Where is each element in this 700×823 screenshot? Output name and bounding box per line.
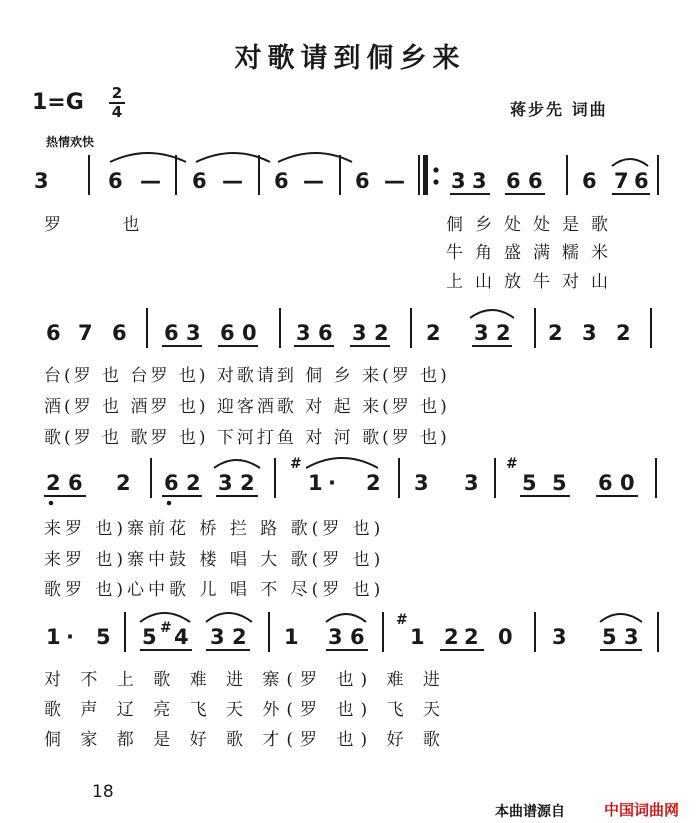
svg-text:2: 2: [616, 321, 631, 345]
system-1-notes: [34, 155, 659, 195]
lyric-s4-v1: 对 不 上 歌 难 进 寨(罗 也) 难 进: [44, 670, 447, 690]
tempo-marking: 热情欢快: [46, 135, 95, 149]
svg-text:0: 0: [242, 321, 257, 345]
svg-text:1: 1: [308, 471, 323, 495]
svg-text:3: 3: [451, 169, 466, 193]
svg-text:1: 1: [46, 625, 61, 649]
time-numerator: 2: [111, 84, 123, 102]
svg-text:6: 6: [112, 321, 127, 345]
svg-text:5: 5: [552, 471, 567, 495]
svg-text:—: —: [303, 169, 324, 193]
svg-text:3: 3: [352, 321, 367, 345]
lyric-s3-v1: 来罗 也)寨前花 桥 拦 路 歌(罗 也): [44, 519, 385, 539]
svg-text:6: 6: [108, 169, 123, 193]
source-site-link[interactable]: 中国词曲网: [604, 801, 680, 819]
svg-text:6: 6: [164, 471, 179, 495]
system-3-marks: [44, 458, 638, 496]
svg-text:3: 3: [552, 625, 567, 649]
svg-text:3: 3: [296, 321, 311, 345]
song-title: 对歌请到侗乡来: [234, 43, 466, 74]
svg-text:3: 3: [34, 169, 49, 193]
svg-text:#: #: [396, 612, 408, 628]
system-4-notes: [46, 612, 659, 652]
svg-text:0: 0: [498, 625, 513, 649]
svg-text:6: 6: [506, 169, 521, 193]
svg-text:6: 6: [634, 169, 649, 193]
svg-text:6: 6: [598, 471, 613, 495]
system-1-marks: [110, 153, 650, 194]
svg-text:2: 2: [186, 471, 201, 495]
svg-text:6: 6: [318, 321, 333, 345]
svg-text:6: 6: [582, 169, 597, 193]
svg-text:4: 4: [174, 625, 189, 649]
svg-text:—: —: [384, 169, 405, 193]
svg-text:2: 2: [116, 471, 131, 495]
system-2-marks: [162, 310, 514, 346]
svg-text:7: 7: [614, 169, 629, 193]
lyric-s1-v1: 侗乡处处是歌: [446, 215, 620, 235]
svg-text:3: 3: [624, 625, 639, 649]
svg-text:1: 1: [284, 625, 299, 649]
svg-text:·: ·: [328, 471, 336, 495]
page-number: 18: [92, 782, 114, 802]
svg-text:2: 2: [496, 321, 511, 345]
lyric-s4-v3: 侗 家 都 是 好 歌 才(罗 也) 好 歌: [44, 730, 447, 750]
svg-text:3: 3: [472, 169, 487, 193]
svg-text:6: 6: [355, 169, 370, 193]
lyric-s2-v2: 酒(罗 也 酒罗 也) 迎客酒歌 对 起 来(罗 也): [44, 397, 450, 417]
system-3-notes: [46, 456, 657, 498]
svg-text:#: #: [506, 456, 518, 472]
lyric-s3-v3: 歌罗 也)心中歌 儿 唱 不 尽(罗 也): [44, 580, 385, 600]
composer-credit: 蒋步先 词曲: [510, 100, 608, 119]
lyric-s2-v1: 台(罗 也 台罗 也) 对歌请到 侗 乡 来(罗 也): [44, 366, 450, 386]
svg-text:2: 2: [548, 321, 563, 345]
svg-text:6: 6: [192, 169, 207, 193]
svg-text:3: 3: [210, 625, 225, 649]
system-2-notes: [46, 308, 652, 348]
svg-text:0: 0: [620, 471, 635, 495]
svg-text:3: 3: [582, 321, 597, 345]
svg-text:6: 6: [220, 321, 235, 345]
svg-text:·: ·: [66, 625, 74, 649]
svg-text:5: 5: [522, 471, 537, 495]
svg-text:3: 3: [328, 625, 343, 649]
source-label: 本曲谱源自: [495, 804, 565, 820]
lyric-s2-v3: 歌(罗 也 歌罗 也) 下河打鱼 对 河 歌(罗 也): [44, 428, 450, 448]
svg-text:5: 5: [142, 625, 157, 649]
svg-text:3: 3: [464, 471, 479, 495]
svg-text:6: 6: [350, 625, 365, 649]
svg-text:2: 2: [240, 471, 255, 495]
svg-text:6: 6: [68, 471, 83, 495]
svg-text:2: 2: [46, 471, 61, 495]
svg-text:—: —: [222, 169, 243, 193]
lyric-s1-v0: 罗 也: [44, 215, 168, 235]
svg-text:3: 3: [218, 471, 233, 495]
svg-text:5: 5: [96, 625, 111, 649]
svg-text:3: 3: [414, 471, 429, 495]
lyric-s1-v2: 牛角盛满糯米: [446, 243, 620, 263]
time-denominator: 4: [111, 103, 123, 121]
svg-text:#: #: [160, 620, 172, 636]
svg-text:2: 2: [374, 321, 389, 345]
svg-text:6: 6: [164, 321, 179, 345]
svg-text:—: —: [140, 169, 161, 193]
svg-text:2: 2: [232, 625, 247, 649]
svg-text:3: 3: [474, 321, 489, 345]
lyric-s1-v3: 上山放牛对山: [446, 272, 620, 292]
svg-text:#: #: [290, 456, 302, 472]
lyric-s4-v2: 歌 声 辽 亮 飞 天 外(罗 也) 飞 天: [44, 700, 447, 720]
svg-text:5: 5: [602, 625, 617, 649]
svg-text:6: 6: [46, 321, 61, 345]
svg-text:2: 2: [426, 321, 441, 345]
svg-text:6: 6: [274, 169, 289, 193]
notes-system-1: [0, 0, 1, 1]
svg-text:3: 3: [186, 321, 201, 345]
key-signature: 1=G: [32, 90, 84, 115]
svg-text:6: 6: [528, 169, 543, 193]
lyric-s3-v2: 来罗 也)寨中鼓 楼 唱 大 歌(罗 也): [44, 550, 385, 570]
svg-text:7: 7: [78, 321, 93, 345]
svg-text:2: 2: [464, 625, 479, 649]
svg-text:1: 1: [410, 625, 425, 649]
svg-text:2: 2: [366, 471, 381, 495]
svg-text:2: 2: [444, 625, 459, 649]
system-3-dots: [49, 501, 172, 506]
notes-summary: [0, 0, 1, 1]
